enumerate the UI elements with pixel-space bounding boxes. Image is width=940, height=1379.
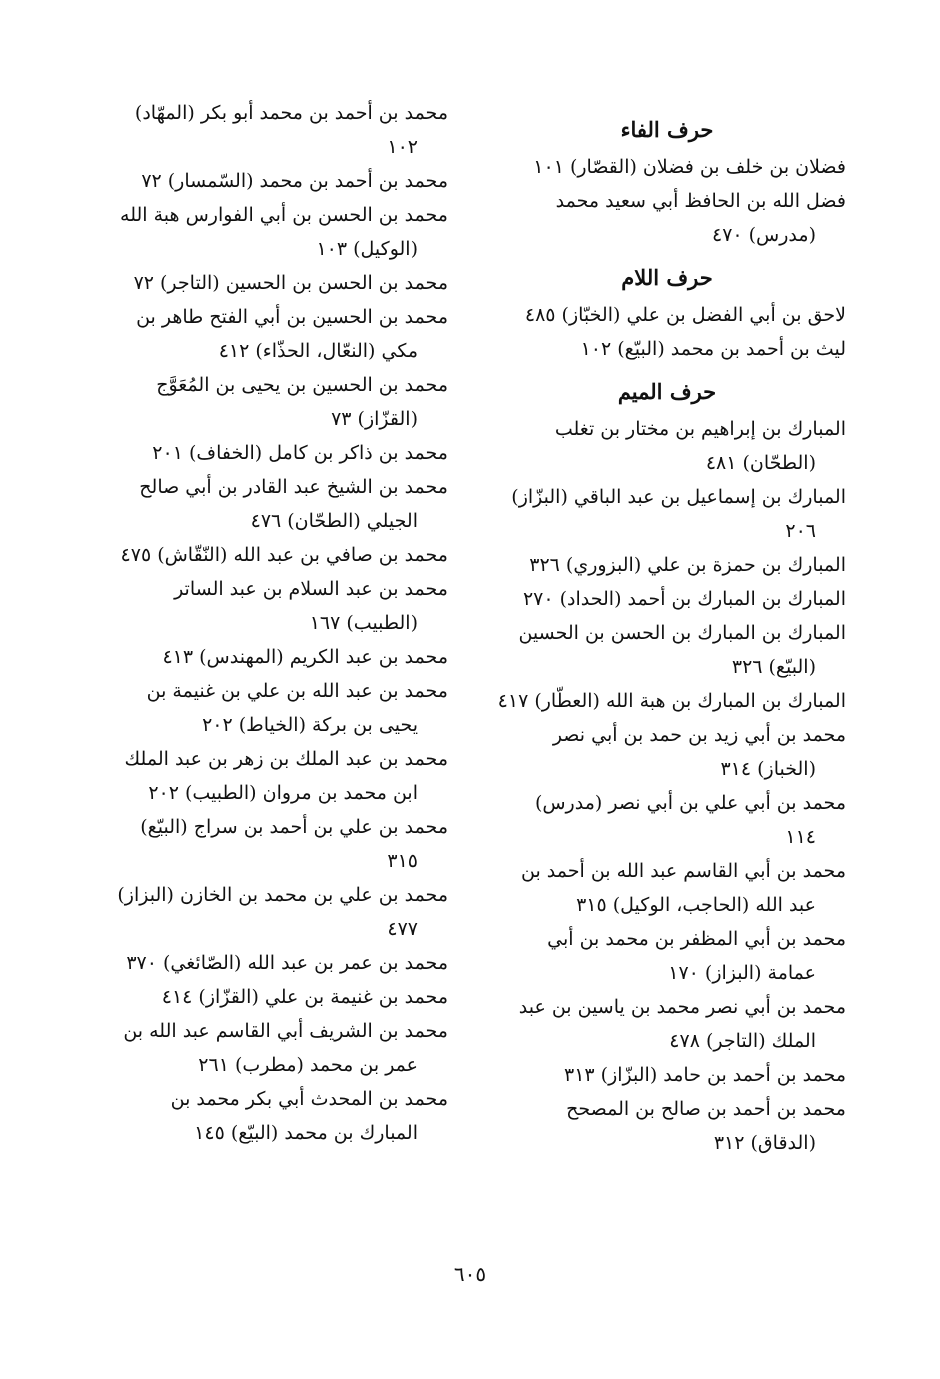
entry-continuation-line: (الطحّان) ٤٨١ [705,452,816,474]
entry-continuation-line: ١٠٢ [387,136,418,158]
entry-main-line: محمد بن أبي نصر محمد بن ياسين بن عبد [518,996,846,1018]
index-entry [88,164,448,198]
index-entry [88,810,448,878]
index-entry [488,1058,846,1092]
entry-continuation-line: (الطبيب) ١٦٧ [309,612,418,634]
index-entry [88,538,448,572]
entry-main-line: المبارك بن المبارك بن الحسن بن الحسين [518,622,846,644]
index-entry [488,718,846,786]
entry-main-line: المبارك بن إبراهيم بن مختار بن تغلب [554,418,846,440]
entry-main-line: محمد بن عبد السلام بن عبد الساتر [174,578,448,600]
index-entry [88,742,448,810]
index-entry [88,946,448,980]
index-entry [488,184,846,252]
fa-entries [488,150,846,252]
entry-main-line: لاحق بن أبي الفضل بن علي (الخبّاز) ٤٨٥ [524,304,846,326]
entry-main-line: المبارك بن حمزة بن علي (البزوري) ٣٢٦ [529,554,846,576]
index-entry [88,572,448,640]
entry-main-line: محمد بن عمر بن عبد الله (الصّائغي) ٣٧٠ [126,952,448,974]
index-entry [88,266,448,300]
page-number: ٦٠٥ [453,1262,487,1286]
index-entry [88,674,448,742]
entry-continuation-line: (القزّاز) ٧٣ [331,408,418,430]
index-entry [88,300,448,368]
index-entry [88,96,448,164]
entry-main-line: محمد بن غنيمة بن علي (القزّاز) ٤١٤ [161,986,448,1008]
entry-continuation-line: ١١٤ [785,826,816,848]
index-entry [488,854,846,922]
entry-continuation-line: (الوكيل) ١٠٣ [316,238,418,260]
entry-main-line: محمد بن أحمد بن محمد أبو بكر (المهّاد) [134,102,448,124]
index-entry [488,480,846,548]
entry-main-line: محمد بن الحسن بن أبي الفوارس هبة الله [120,204,448,226]
section-heading-fa: حرف الفاء [620,117,714,142]
entry-continuation-line: يحيى بن بركة (الخياط) ٢٠٢ [202,714,418,736]
index-entry [88,1082,448,1150]
entry-main-line: محمد بن أحمد بن صالح بن المصحح [566,1098,846,1120]
index-entry [488,298,846,332]
entry-continuation-line: ٣١٥ [387,850,418,872]
entry-main-line: محمد بن الشيخ عبد القادر بن أبي صالح [139,476,448,498]
entry-main-line: محمد بن الحسين بن يحيى بن المُعَوَّج [156,374,448,396]
entry-continuation-line: ابن محمد بن مروان (الطبيب) ٢٠٢ [148,782,418,804]
entry-main-line: محمد بن علي بن أحمد بن سراج (البيّع) [140,816,448,838]
index-entry [488,922,846,990]
entry-main-line: محمد بن ذاكر بن كامل (الخفاف) ٢٠١ [152,442,448,464]
entry-continuation-line: (الدقاق) ٣١٢ [713,1132,816,1154]
entry-main-line: محمد بن الشريف أبي القاسم عبد الله بن [123,1020,448,1042]
entry-main-line: محمد بن الحسين بن أبي الفتح طاهر بن [136,306,448,328]
index-entry [488,332,846,366]
entry-main-line: المبارك بن المبارك بن أحمد (الحداد) ٢٧٠ [522,588,846,610]
entry-main-line: المبارك بن المبارك بن هبة الله (العطّار) ٤١٧ [497,690,846,712]
index-entry [88,470,448,538]
entry-continuation-line: ٤٧٧ [387,918,418,940]
entry-continuation-line: المبارك بن محمد (البيّع) ١٤٥ [194,1122,418,1144]
entry-continuation-line: عمر بن محمد (مطرب) ٢٦١ [198,1054,418,1076]
index-entry [88,640,448,674]
index-entry [488,1092,846,1160]
lam-entries [488,298,846,366]
entry-main-line: محمد بن أحمد بن حامد (البزّاز) ٣١٣ [564,1064,846,1086]
entry-main-line: محمد بن عبد الملك بن زهر بن عبد الملك [124,748,448,770]
entry-continuation-line: عمامة (البزاز) ١٧٠ [668,962,816,984]
index-entry [88,436,448,470]
entry-continuation-line: (الخباز) ٣١٤ [720,758,816,780]
right-column [488,96,846,1160]
index-entry [488,616,846,684]
entry-main-line: محمد بن أبي زيد بن حمد بن أبي نصر [552,724,846,746]
entry-main-line: محمد بن عبد الكريم (المهندس) ٤١٣ [162,646,448,668]
entry-main-line: فضلان بن خلف بن فضلان (القصّار) ١٠١ [533,156,846,178]
index-entry [88,980,448,1014]
mim-entries [488,412,846,1160]
index-entry [88,878,448,946]
entry-continuation-line: عبد الله (الحاجب، الوكيل) ٣١٥ [576,894,816,916]
entry-main-line: المبارك بن إسماعيل بن عبد الباقي (البزّاز) [511,486,846,508]
entry-continuation-line: الملك (التاجر) ٤٧٨ [669,1030,816,1052]
index-entry [488,786,846,854]
entry-main-line: محمد بن علي بن محمد بن الخازن (البزاز) [117,884,448,906]
index-entry [488,412,846,480]
entry-main-line: محمد بن أبي المظفر بن محمد بن أبي [547,928,846,950]
entry-main-line: محمد بن المحدث أبي بكر محمد بن [170,1088,448,1110]
section-heading-mim: حرف الميم [617,379,717,404]
entry-main-line: محمد بن أبي علي بن أبي نصر (مدرس) [534,792,846,814]
entry-main-line: محمد بن عبد الله بن علي بن غنيمة بن [146,680,448,702]
entry-continuation-line: (البيّع) ٣٢٦ [731,656,816,678]
section-heading-lam: حرف اللام [621,265,713,290]
entry-main-line: فضل الله بن الحافظ أبي سعيد محمد [555,190,846,212]
entry-main-line: محمد بن صافي بن عبد الله (النّقّاش) ٤٧٥ [120,544,448,566]
left-column [88,96,448,1150]
entry-main-line: محمد بن الحسن بن الحسين (التاجر) ٧٢ [133,272,448,294]
index-entry [488,548,846,582]
index-entry [488,684,846,718]
index-entry [488,582,846,616]
index-entry [88,368,448,436]
left-entries [88,96,448,1150]
index-entry [488,150,846,184]
entry-continuation-line: الجيلي (الطحّان) ٤٧٦ [250,510,418,532]
entry-main-line: محمد بن أحمد بن محمد (السّمسار) ٧٢ [141,170,448,192]
entry-main-line: ليث بن أحمد بن محمد (البيّع) ١٠٢ [580,338,846,360]
index-entry [88,198,448,266]
index-entry [488,990,846,1058]
index-entry [88,1014,448,1082]
entry-continuation-line: (مدرس) ٤٧٠ [711,224,816,246]
entry-continuation-line: مكي (النعّال، الحذّاء) ٤١٢ [218,340,418,362]
entry-main-line: محمد بن أبي القاسم عبد الله بن أحمد بن [521,860,846,882]
entry-continuation-line: ٢٠٦ [785,520,816,542]
